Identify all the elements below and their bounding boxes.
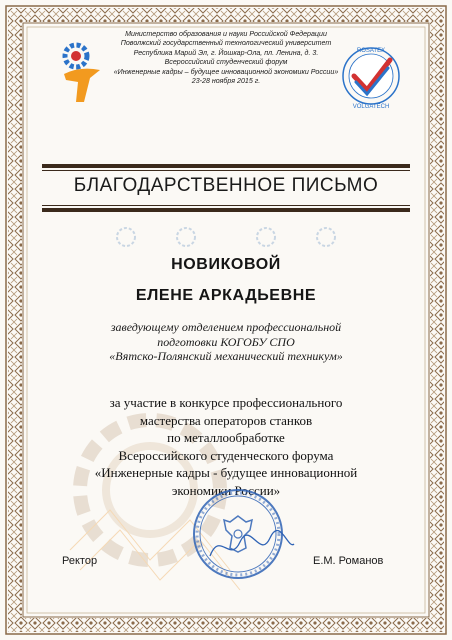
header-line: Министерство образования и науки Российской Федерации [125,30,327,38]
signatory-name: Е.М. Романов [313,555,384,567]
gear-ornament [96,222,356,252]
reason-line: экономики России» [171,482,281,498]
reason-line: «Инженерные кадры - будущее инновационной [94,465,358,480]
header-line: Республика Марий Эл, г. Йошкар-Ола, пл. Ленина, д. 3. [133,48,319,57]
reason-line: мастерства операторов станков [139,412,313,428]
logo-text-top: ROSATEX [356,48,386,54]
recipient-name: ЕЛЕНЕ АРКАДЬЕВНЕ [135,287,317,304]
issuer-header [92,30,360,86]
header-line: 23-28 ноября 2015 г. [191,77,261,86]
volgatech-logo [340,38,402,114]
header-line: Всероссийский студенческий форум [164,58,288,67]
reason-line: по металлообработке [167,430,285,445]
recipient-surname: НОВИКОВОЙ [171,256,281,273]
recipient-position [70,320,382,364]
header-line: «Инженерные кадры – будущее инновационной экономики России» [113,67,339,76]
signatory-role: Ректор [62,555,98,567]
reason-line: Всероссийского студенческого форума [118,447,334,463]
document-title: БЛАГОДАРСТВЕННОЕ ПИСЬМО [73,175,379,196]
award-reason [56,394,396,499]
reason-line: за участие в конкурсе профессионального [109,395,343,410]
header-line: Поволжский государственный технологический университет [120,39,332,48]
position-line: заведующему отделением профессиональной [110,320,342,334]
position-line: «Вятско-Полянский механический техникум» [109,349,343,363]
rector-signature [200,520,300,570]
logo-text-bottom: VOLGATECH [352,104,390,110]
position-line: подготовки КОГОБУ СПО [157,334,295,349]
